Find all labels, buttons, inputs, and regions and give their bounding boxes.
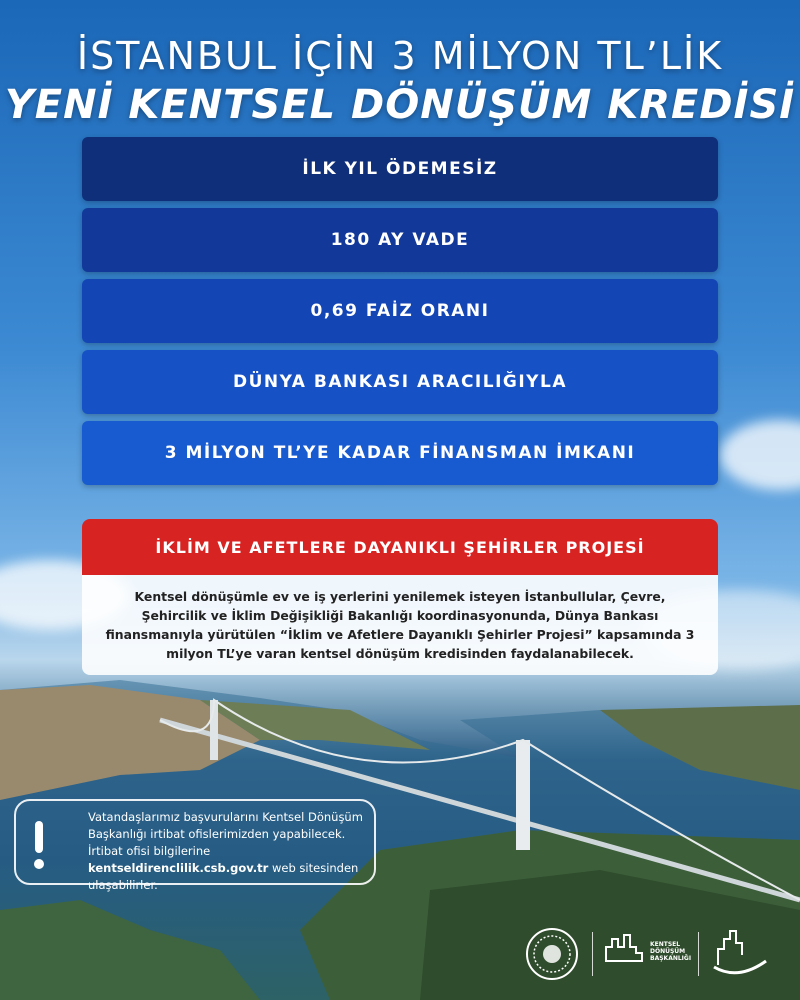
kentsel-donusum-logo-icon: [604, 925, 692, 983]
exclamation-icon: [32, 821, 46, 871]
ministry-seal-icon: [524, 925, 580, 983]
feature-bar-term: 180 AY VADE: [82, 208, 718, 272]
website-link[interactable]: kentseldirenclilik.csb.gov.tr: [88, 861, 269, 875]
notice-text: Vatandaşlarımız başvurularını Kentsel Dönüşüm Başkanlığı irtibat ofislerimizden yapabilecek. İrtibat ofisi bilgilerine kentseldirenclilik.csb.gov.tr web sitesinden ulaşabilirler.: [88, 810, 363, 892]
feature-bar-world-bank: DÜNYA BANKASI ARACILIĞIYLA: [82, 350, 718, 414]
logo-divider: [592, 932, 593, 976]
headline-line-2: YENİ KENTSEL DÖNÜŞÜM KREDİSİ: [4, 82, 796, 128]
logo-divider: [698, 932, 699, 976]
resilient-cities-logo-icon: [710, 925, 772, 983]
notice-box: [14, 799, 376, 892]
project-heading: İKLİM VE AFETLERE DAYANIKLI ŞEHİRLER PROJESİ: [82, 519, 718, 575]
feature-bar-first-year: İLK YIL ÖDEMESİZ: [82, 137, 718, 201]
headline-line-1: İSTANBUL İÇİN 3 MİLYON TL’LİK: [76, 34, 724, 78]
cloud: [720, 420, 800, 490]
feature-bar-financing: 3 MİLYON TL’YE KADAR FİNANSMAN İMKANI: [82, 421, 718, 485]
feature-bar-interest: 0,69 FAİZ ORANI: [82, 279, 718, 343]
project-description: Kentsel dönüşümle ev ve iş yerlerini yenilemek isteyen İstanbullular, Çevre, Şehircilik ve İklim Değişikliği Bakanlığı koordinasyonunda, Dünya Bankası finansmanıyla yürütülen “İklim ve Afetlere Dayanıklı Şehirler Projesi” kapsamında 3 milyon TL’ye varan kentsel dönüşüm kredisinden faydalanabilecek.: [105, 589, 695, 661]
kentsel-donusum-logo-text: KENTSEL DÖNÜŞÜM BAŞKANLIĞI: [650, 941, 692, 962]
project-description-box: [82, 575, 718, 675]
